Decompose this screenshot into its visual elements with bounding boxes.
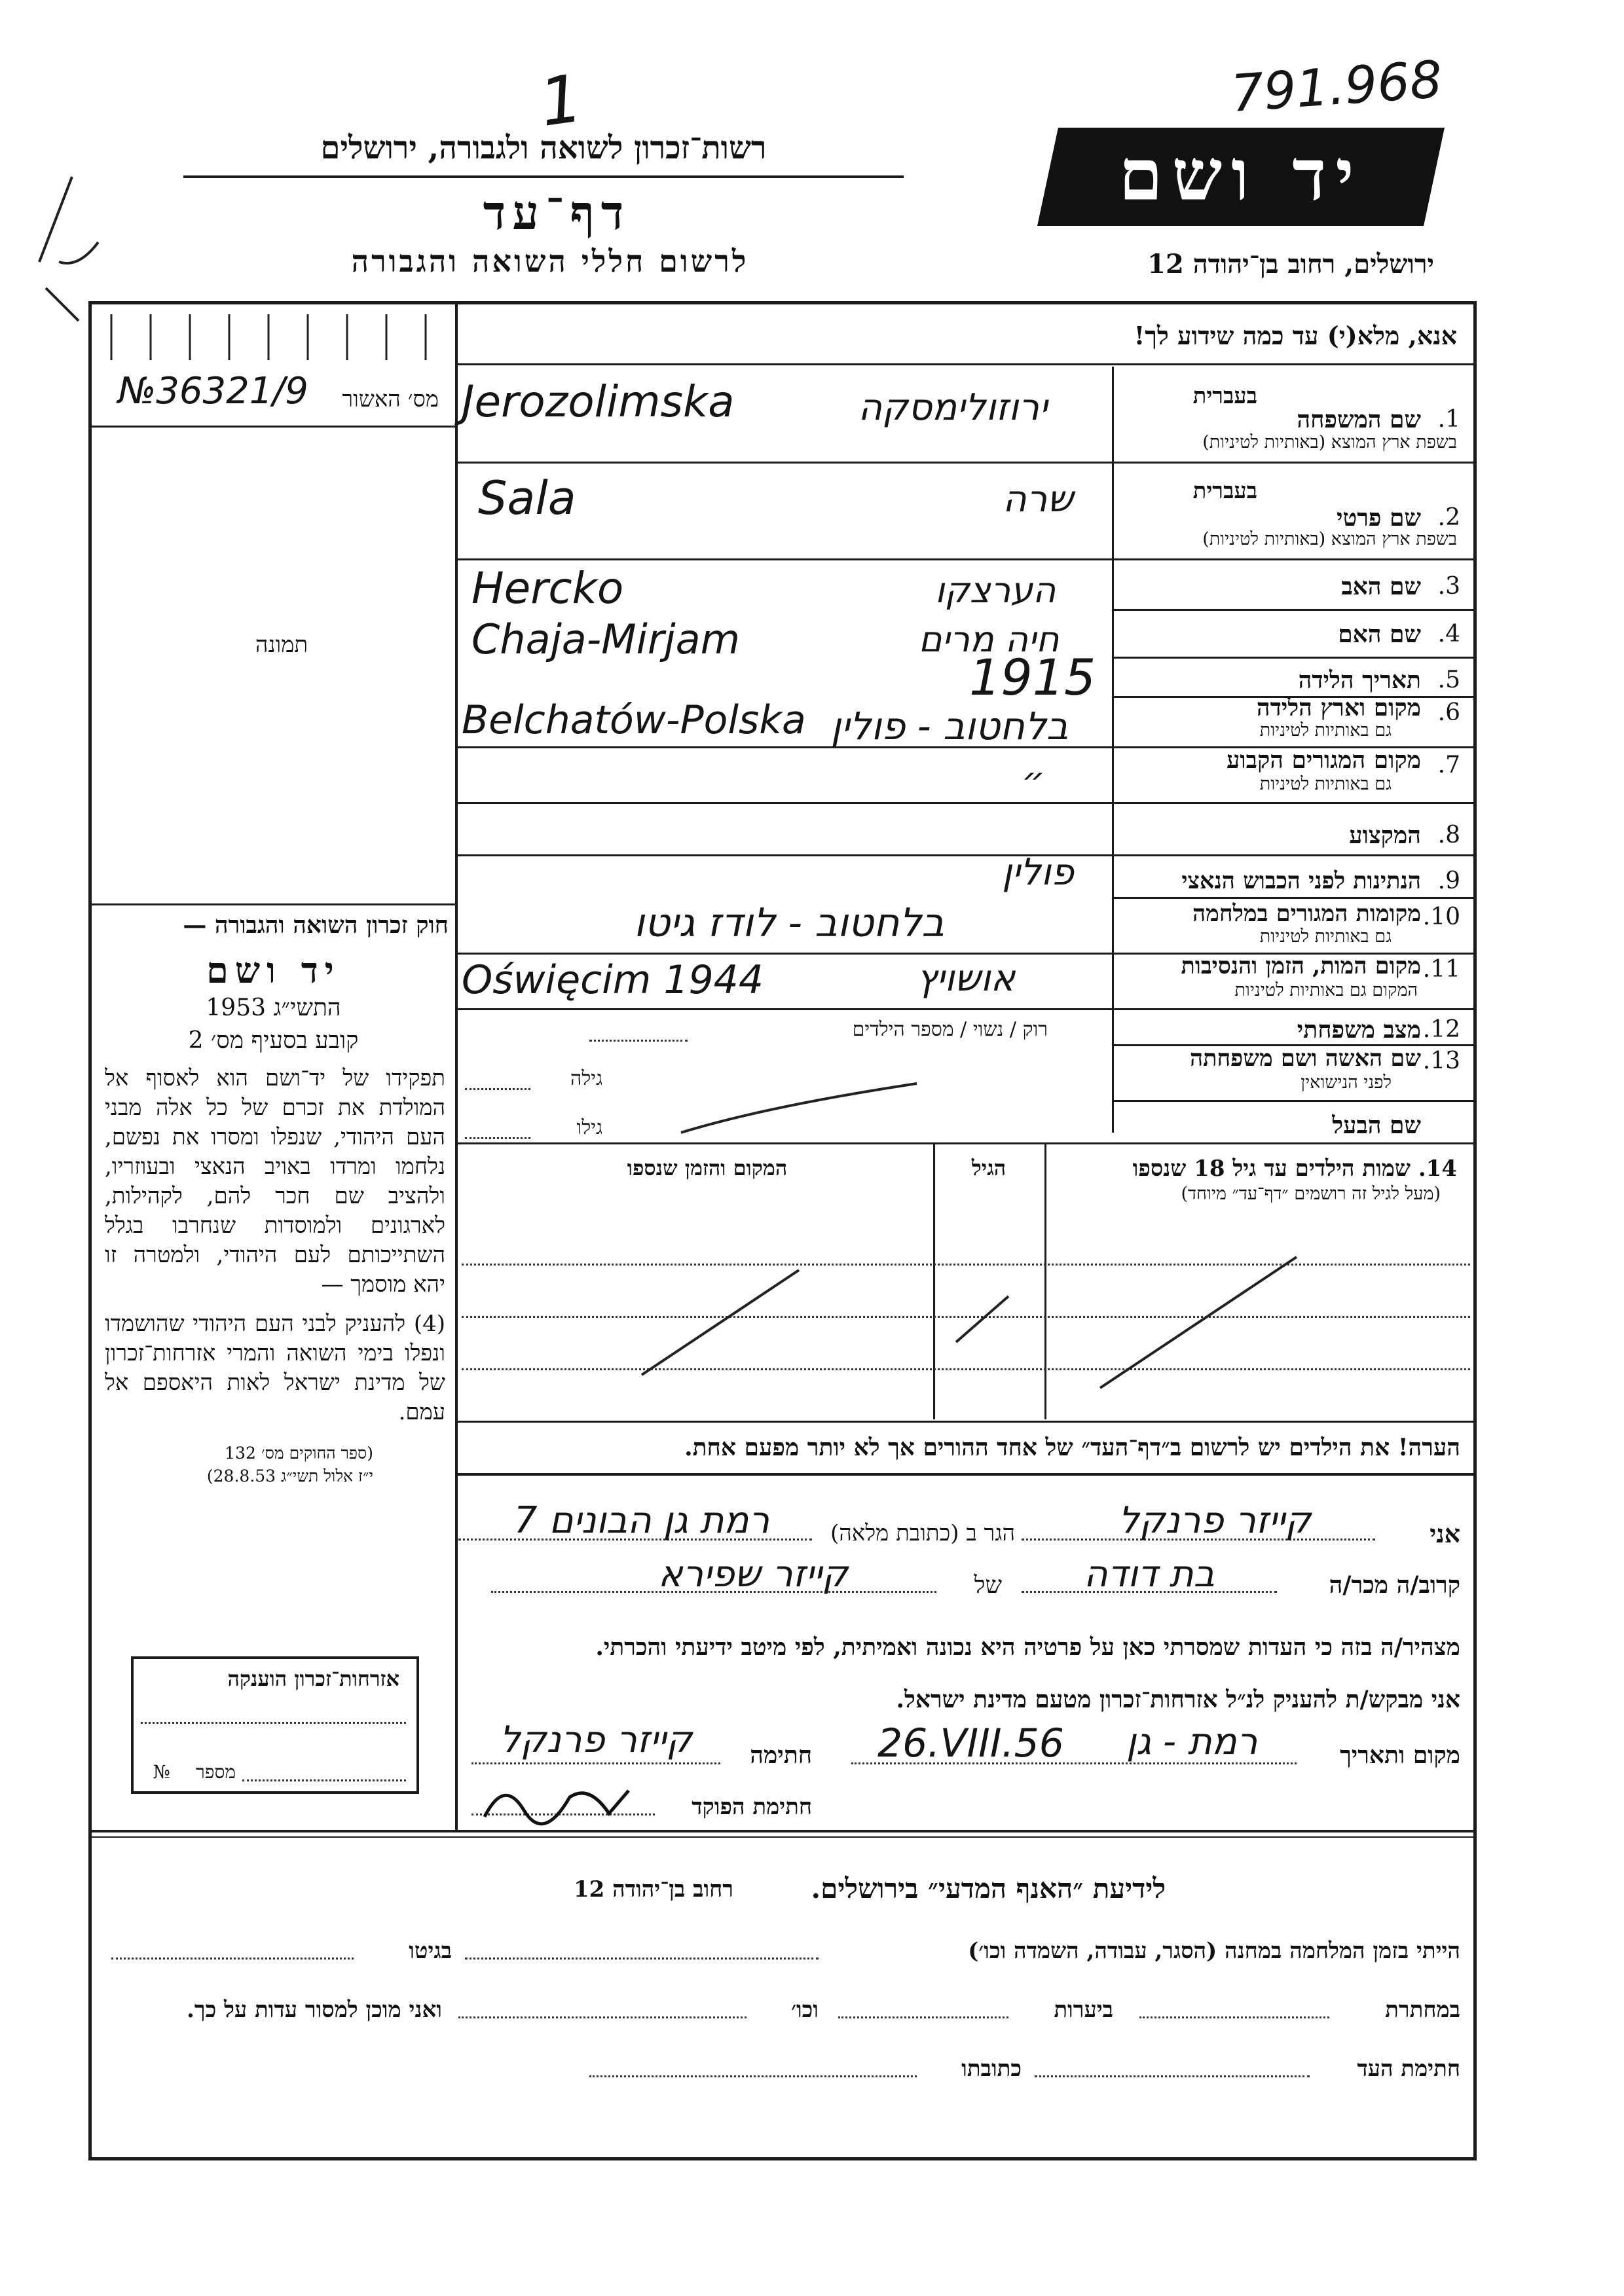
- row-rule-7: [458, 802, 1473, 804]
- field-11-latin-note: המקום גם באותיות לטיניות: [1234, 980, 1418, 1000]
- field-9-label: הנתינות לפני הכבוש הנאצי: [1181, 867, 1421, 894]
- first-name-latin-value: Sala: [478, 471, 576, 525]
- children-count-line: [589, 1040, 688, 1042]
- header-address: ירושלים, רחוב בן־יהודה 12: [1147, 249, 1434, 280]
- field-11-label: מקום המות, הזמן והנסיבות: [1181, 953, 1421, 979]
- logo-text: יד ושם: [1118, 134, 1363, 217]
- sidebar-divider: [455, 304, 458, 1830]
- marital-options: רוק / נשוי / מספר הילדים: [852, 1018, 1048, 1041]
- serial-boxes: [98, 308, 452, 367]
- law-reference-2: י״ז אלול תשי״ג 28.8.53): [206, 1467, 373, 1485]
- law-clause: (4) להעניק לבני העם היהודי שהושמדו ונפלו בימי השואה והמרי אזרחות־זכרון של מדינת ישראל לאות היאספם אל עמם.: [105, 1311, 445, 1425]
- declaration-i: אני: [1430, 1519, 1460, 1548]
- field-5-number: 5.: [1437, 666, 1460, 693]
- row-rule-3: [1114, 609, 1473, 611]
- husband-label: שם הבעל: [1332, 1112, 1421, 1139]
- row-rule-9: [1114, 897, 1473, 899]
- law-year: התשי״ג 1953: [206, 994, 341, 1021]
- mother-hebrew-value: חיה מרים: [918, 619, 1060, 660]
- cancel-stroke-13: [668, 1067, 943, 1146]
- footer-rule-2: [92, 1836, 1473, 1838]
- field-1-latin-note: בשפת ארץ המוצא (באותיות לטיניות): [1202, 432, 1457, 452]
- footer-address-fill: [589, 2075, 917, 2077]
- footer-rule-1: [92, 1830, 1473, 1832]
- field-6-number: 6.: [1437, 699, 1460, 726]
- surname-latin-value: Jerozolimska: [462, 376, 735, 427]
- declarant-resident-label: הגר ב (כתובת מלאה): [830, 1520, 1015, 1546]
- children-note: (מעל לגיל זה רושמים ״דף־עד״ מיוחד): [1181, 1184, 1441, 1204]
- signature-label: חתימה: [750, 1741, 812, 1769]
- serial-rule: [92, 426, 455, 428]
- children-place-header: המקום והזמן שנספו: [627, 1156, 788, 1180]
- field-12-number: 12.: [1422, 1016, 1460, 1043]
- field-2-label: שם פרטי: [1337, 504, 1421, 532]
- photo-label: תמונה: [255, 632, 308, 658]
- field-5-label: תאריך הלידה: [1298, 666, 1421, 694]
- field-1-number: 1.: [1437, 406, 1460, 433]
- footer-etc-fill: [458, 2016, 747, 2018]
- husband-age-line: [465, 1137, 530, 1139]
- label-column-divider: [1112, 367, 1114, 1133]
- field-6-latin-note: גם באותיות לטיניות: [1259, 720, 1392, 740]
- father-latin-value: Hercko: [471, 563, 624, 613]
- field-7-number: 7.: [1437, 752, 1460, 778]
- declaration-request: אני מבקש/ת להעניק לנ״ל אזרחות־זכרון מטעם מדינת ישראל.: [896, 1686, 1460, 1713]
- photo-rule: [92, 903, 455, 905]
- field-10-latin-note: גם באותיות לטיניות: [1259, 926, 1392, 947]
- field-7-latin-note: גם באותיות לטיניות: [1259, 774, 1392, 794]
- birthplace-latin-value: Belchatów-Polska: [462, 697, 806, 743]
- field-12-label: מצב משפחתי: [1297, 1016, 1421, 1044]
- field-2-hebrew-tag: בעברית: [1192, 478, 1257, 504]
- relation-label: קרוב/ה מכר/ה: [1329, 1571, 1460, 1599]
- place-date-label: מקום ותאריך: [1340, 1741, 1460, 1769]
- nationality-value: פולין: [1002, 851, 1074, 894]
- field-13-number: 13.: [1422, 1048, 1460, 1074]
- field-1-label: שם המשפחה: [1297, 406, 1421, 433]
- field-7-label: מקום המגורים הקבוע: [1227, 746, 1421, 774]
- residence-ditto-value: ״: [1022, 759, 1046, 802]
- place-value: רמת - גן: [1126, 1721, 1258, 1763]
- signature-line: [471, 1762, 720, 1764]
- footer-witness-signature-label: חתימת העד: [1357, 2056, 1460, 2082]
- children-bottom-rule: [458, 1421, 1473, 1423]
- wife-age-line: [465, 1088, 530, 1090]
- birth-date-value: 1915: [969, 648, 1096, 706]
- mother-latin-value: Chaja-Mirjam: [471, 615, 740, 663]
- field-8-number: 8.: [1437, 822, 1460, 848]
- field-10-label: מקומות המגורים במלחמה: [1192, 900, 1421, 927]
- authority-name: רשות־זכרון לשואה ולגבורה, ירושלים: [320, 130, 767, 166]
- law-yad-vashem: יד ושם: [206, 949, 341, 991]
- archive-number-annotation: 791.968: [1229, 50, 1445, 124]
- field-9-number: 9.: [1437, 867, 1460, 894]
- row-rule-1: [458, 462, 1473, 464]
- authority-underline: [183, 175, 904, 178]
- father-hebrew-value: הערצקו: [934, 570, 1056, 611]
- footer-underground-label: במחתרת: [1385, 1997, 1460, 2023]
- field-13-note: לפני הנישואין: [1301, 1072, 1392, 1093]
- field-3-label: שם האב: [1341, 573, 1421, 600]
- footer-ghetto-fill: [111, 1958, 354, 1959]
- field-4-label: שם האם: [1338, 621, 1421, 648]
- field-10-number: 10.: [1422, 903, 1460, 930]
- footer-camp-fill: [465, 1958, 819, 1959]
- footer-address: רחוב בן־יהודה 12: [573, 1876, 733, 1903]
- note-text: הערה! את הילדים יש לרשום ב״דף־העד״ של אחד ההורים אך לא יותר מפעם אחת.: [684, 1434, 1460, 1461]
- intro-rule: [458, 363, 1473, 365]
- citizenship-box-line-1: [141, 1722, 406, 1724]
- page-title: דף־עד: [483, 185, 631, 240]
- field-13-label: שם האשה ושם משפחתה: [1189, 1045, 1421, 1072]
- date-value: 26.VIII.56: [877, 1721, 1064, 1766]
- page-number-annotation: 1: [535, 60, 587, 141]
- children-label: 14. שמות הילדים עד גיל 18 שנספו: [1132, 1156, 1457, 1182]
- footer-title: לידיעת ״האנף המדעי״ בירושלים.: [811, 1872, 1166, 1904]
- declarant-name-value: קייזר פרנקל: [1118, 1499, 1312, 1542]
- row-rule-14: [458, 1142, 1473, 1144]
- footer-etc-label: וכו׳: [791, 1997, 819, 2023]
- row-rule-11: [458, 1008, 1473, 1010]
- death-place-latin-value: Oświęcim 1944: [462, 957, 764, 1003]
- footer-ghetto-label: בגיטו: [409, 1938, 452, 1964]
- signature-value: קייזר פרנקל: [499, 1719, 693, 1761]
- law-reference-1: (ספר החוקים מס׳ 132: [225, 1444, 373, 1463]
- declaration-statement: מצהיר/ה בזה כי העדות שמסרתי כאן על פרטיה היא נכונה ואמיתית, לפי מיטב ידיעתי והכרתי.: [595, 1633, 1460, 1661]
- husband-age-label: גילו: [576, 1116, 602, 1139]
- law-title: חוק זכרון השואה והגבורה —: [183, 911, 449, 939]
- footer-camp-line: הייתי בזמן המלחמה במחנה (הסגר, עבודה, השמדה וכו׳): [968, 1938, 1460, 1964]
- row-rule-2: [458, 558, 1473, 560]
- row-rule-4: [1114, 657, 1473, 659]
- law-section: קובע בסעיף מס׳ 2: [188, 1027, 359, 1054]
- field-2-latin-note: בשפת ארץ המוצא (באותיות לטיניות): [1202, 529, 1457, 549]
- of-label: של: [974, 1572, 1002, 1599]
- first-name-hebrew-value: שרה: [1003, 478, 1073, 520]
- officer-signature-label: חתימת הפוקד: [692, 1794, 812, 1820]
- citizenship-box-number-line: [242, 1779, 406, 1781]
- serial-number: №36321/9: [118, 370, 308, 412]
- death-place-hebrew-value: אושויץ: [916, 957, 1016, 1000]
- field-6-label: מקום וארץ הלידה: [1256, 694, 1421, 721]
- footer-witness-signature-fill: [1035, 2075, 1310, 2077]
- row-rule-13: [1114, 1100, 1473, 1102]
- field-4-number: 4.: [1437, 621, 1460, 647]
- citizenship-box-number-sym: №: [153, 1761, 170, 1783]
- children-cancel-strokes: [629, 1244, 1349, 1394]
- field-11-number: 11.: [1422, 956, 1460, 983]
- declarant-address-value: רמת גן הבונים 7: [513, 1499, 770, 1542]
- of-value: קייזר שפירא: [658, 1553, 848, 1595]
- wartime-residence-value: בלחטוב - לודז גיטו: [633, 900, 945, 946]
- footer-underground-fill: [1139, 2016, 1329, 2018]
- note-rule: [458, 1473, 1473, 1476]
- serial-label: מס׳ האשור: [342, 386, 439, 412]
- birthplace-hebrew-value: בלחטוב - פולין: [830, 704, 1069, 748]
- footer-address-label: כתובתו: [961, 2056, 1022, 2082]
- officer-signature-mark: [478, 1771, 635, 1830]
- wife-age-label: גילה: [570, 1067, 602, 1090]
- field-1-hebrew-tag: בעברית: [1192, 383, 1257, 409]
- footer-forests-fill: [838, 2016, 1008, 2018]
- page-subtitle: לרשום חללי השואה והגבורה: [351, 244, 749, 279]
- children-age-header: הגיל: [971, 1156, 1006, 1180]
- relation-value: בת דודה: [1084, 1553, 1215, 1595]
- field-8-label: המקצוע: [1349, 822, 1421, 849]
- intro-text: אנא, מלא(י) עד כמה שידוע לך!: [1134, 321, 1457, 350]
- law-body: תפקידו של יד־ושם הוא לאסוף אל המולדת את זכרם של כל אלה מבני העם היהודי, שנפלו ומסרו את נפשם, נלחמו ומרדו באויב הנאצי ובעוזריו, ולהציב שם חכר להם, לקהילות, לארגונים ולמוסדות שנחרבו בגלל השתייכותם לעם היהודי, ולמטרה זו יהא מוסמך —: [105, 1065, 445, 1298]
- surname-hebrew-value: ירוזולימסקה: [858, 386, 1048, 429]
- footer-forests-label: ביערות: [1054, 1997, 1113, 2023]
- footer-ready-text: ואני מוכן למסור עדות על כך.: [187, 1997, 442, 2023]
- field-3-number: 3.: [1437, 573, 1460, 600]
- field-2-number: 2.: [1437, 504, 1460, 531]
- citizenship-box-number-label: מספר: [196, 1761, 236, 1783]
- row-rule-8: [458, 854, 1473, 856]
- citizenship-box-title: אזרחות־זכרון הוענקה: [227, 1666, 399, 1691]
